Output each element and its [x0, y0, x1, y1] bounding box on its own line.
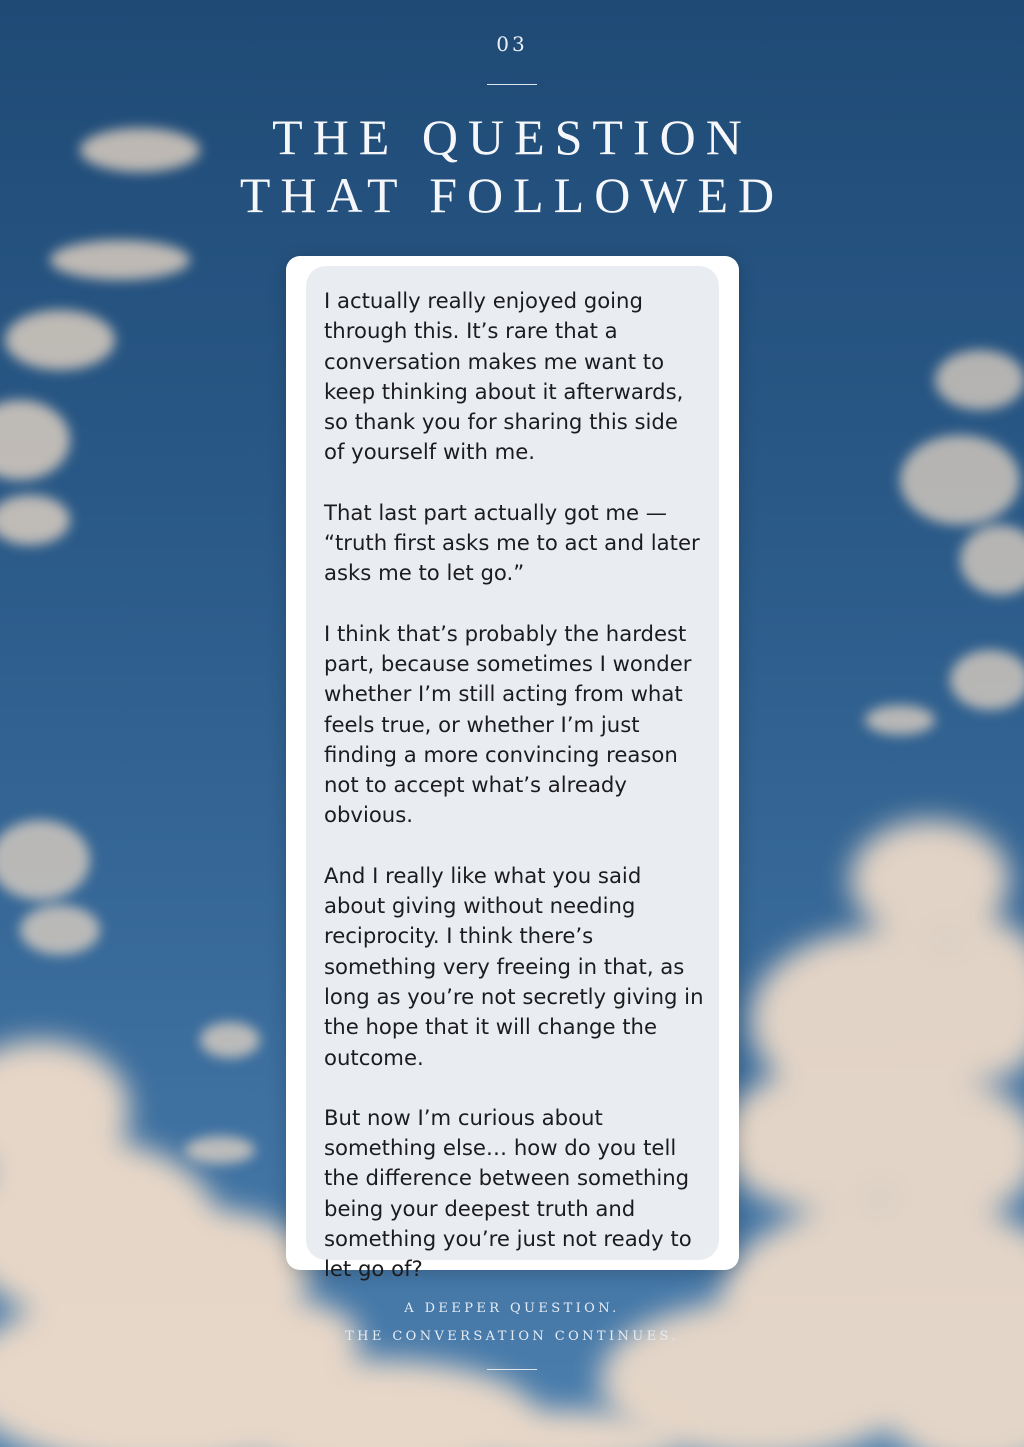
page-title — [0, 108, 1024, 224]
title-line-1: THE QUESTION — [272, 109, 752, 165]
message-paragraph: I think that’s probably the hardest part, because sometimes I wonder whether I’m still acting from what feels true, or whether I’m just finding a more convincing reason not to accept what’s already obvious. — [324, 620, 692, 828]
message-paragraph: And I really like what you said about giving without needing reciprocity. I think there’s something very freeing in that, as long as you’re not secretly giving in the hope that it will change the outcome. — [324, 862, 704, 1070]
message-paragraph: That last part actually got me — “truth first asks me to act and later asks me to let go.” — [324, 499, 700, 586]
footer-line-1: A DEEPER QUESTION. — [404, 1301, 620, 1316]
message-paragraph: I actually really enjoyed going through this. It’s rare that a conversation makes me want to keep thinking about it afterwards, so thank you for sharing this side of yourself with me. — [324, 288, 684, 465]
top-divider — [487, 84, 537, 85]
message-card — [286, 256, 739, 1282]
message-paragraph: But now I’m curious about something else… how do you tell the difference between something being your deepest truth and something you’re just not ready to let go of? — [324, 1104, 692, 1282]
footer-line-2: THE CONVERSATION CONTINUES. — [345, 1329, 679, 1344]
bottom-divider — [487, 1369, 537, 1370]
title-line-2: THAT FOLLOWED — [239, 167, 785, 223]
cloud-upper-right — [865, 350, 1024, 735]
message-bubble — [306, 266, 719, 1282]
page-number: 03 — [496, 32, 528, 56]
